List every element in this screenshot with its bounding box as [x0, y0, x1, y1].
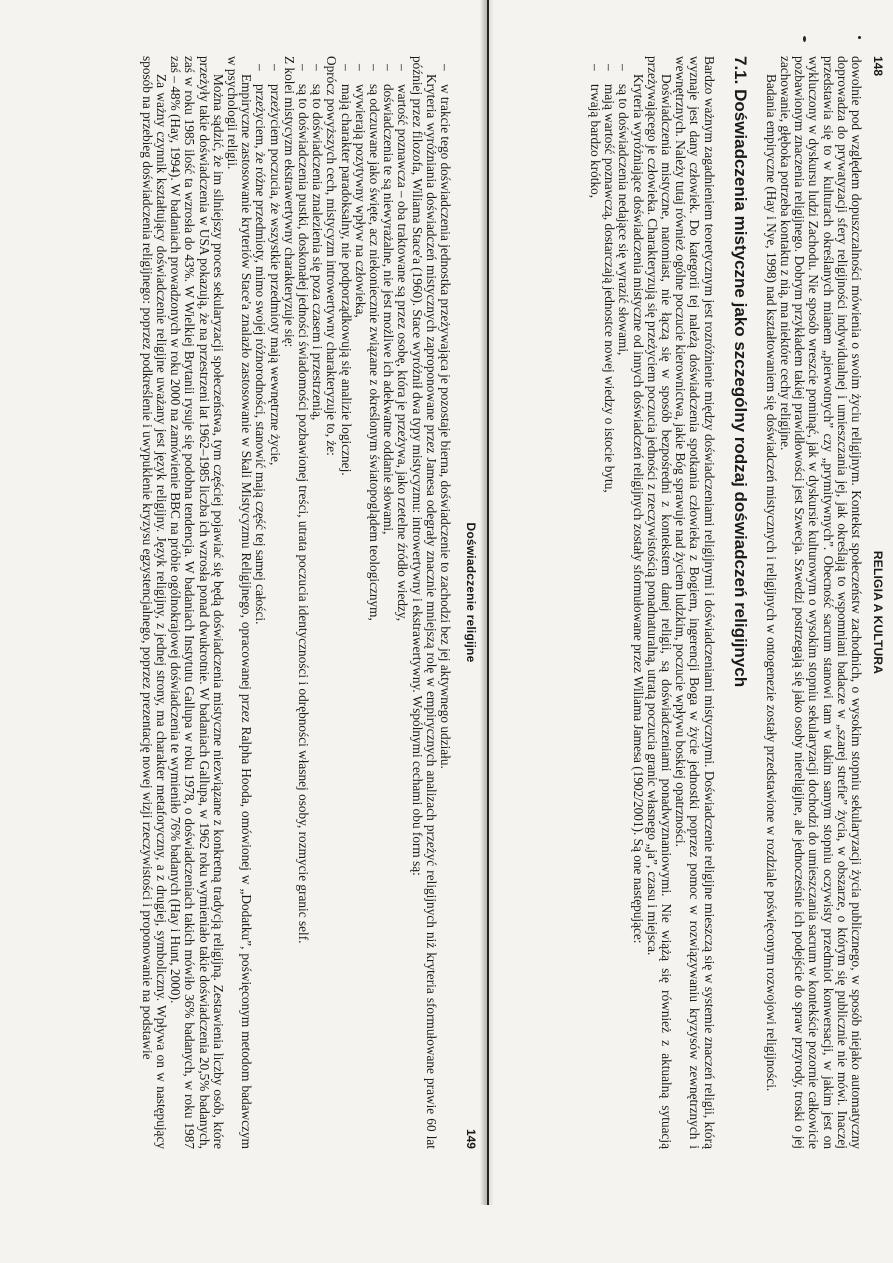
paragraph-stace: Kryteria wyróżniania doświadczeń mistycznych zaproponowane przez Jamesa odegrały znacznie mniejszą rolę w empirycznych analizach przeżyć religijnych niż kryteria sformułowane prawie 60 lat później przez filozofa, Wiliama Stace'a (1960). Stace wyróżnił dwa typy mistycyzmu: introwertywny i ekstrawertywny. Wspólnymi cechami obu form są: [409, 56, 439, 1149]
paragraph-religious-vs-mystical: Bardzo ważnym zagadnieniem teoretycznym jest rozróżnienie między doświadczeniami religijnymi i doświadczeniami mistycznymi. Doświadczenie religijne mieszczą się w systemie znaczeń religii, którą wyznaje jest dany człowiek. Do kategorii tej należą doświadczenia spotkania człowieka z Bogiem, ingerencji Boga w życie jednostki poprzez pomoc w rozwiązywaniu kryzysów zewnętrznych i wewnętrznych. Należy tutaj również ogólne poczucie kierownictwa, jakie Bóg sprawuje nad życiem ludzkim, poczucie wpływu boskiej opatrzności. [673, 56, 717, 1149]
intro-paragraph: dowolnie pod względem dopuszczalności mówienia o swoim życiu religijnym. Kontekst społeczeństw zachodnich, o wysokim stopniu sekularyzacji życia publicznego, w sposób niejako automatyczny doprowadza do prywatyzacji sfery religijności indywidualnej i umieszczania jej, jak określają to wspomniani badacze w „szarej strefie” życia, w obszarze, o którym się publicznie nie mówi. Inaczej przedstawia się to w kulturach określanych mianem „pierwotnych” czy „prymitywnych”. Obecność sacrum stanowi tam w takim samym stopniu oczywisty przedmiot konwersacji, w jakim jest on wykluczony w dyskursu ludzi Zachodu. Nie sposób wreszcie pominąć, jak w dyskursie kulturowym o wysokim stopniu sekularyzacji dochodzi do umieszczania sacrum w kontekście pozornie całkowicie pozbawionym znaczenia religijnego. Dobrym przykładem takiej prawidłowości jest Szwecja. Szwedzi postrzegają się jako osoby niereligijne, ale jednocześnie ich podejście do spraw przyrody, troski o jej zachowanie, głęboka potrzeba kontaktu z nią, ma niektóre cechy religijne. [777, 56, 864, 1149]
page-number-149: 149 [464, 1128, 478, 1149]
paragraph-james-criteria: Kryteria wyróżniające doświadczenia mistyczne od innych doświadczeń religijnych zostały sformułowane przez Wiliama Jamesa (1902/2001). Są one następujące: [630, 74, 646, 944]
paragraph-hay-nye: Badania empiryczne (Hay i Nye, 1998) nad kształtowaniem się doświadczeń mistycznych i religijnych w ontogenezie zostały przedstawione w rozdziale poświęconym rozwojowi religijności. [763, 74, 779, 1092]
james-criteria-list-cont [438, 56, 452, 1149]
running-header-148 [863, 56, 885, 1149]
running-header-149 [456, 56, 478, 1149]
list-item: – przeżyciem, że różne przedmioty, mimo swojej różnorodności, stanowić mają część tej samej całości. [253, 56, 267, 1149]
list-item: – wartość poznawcza – oba traktowane są przez osobę, która je przeżywa, jako rzetelne źródło wiedzy, [395, 56, 409, 1149]
scan-speck [803, 36, 806, 42]
book-spread [93, 0, 893, 1205]
list-item: – przeżyciem poczucia, że wszystkie przedmioty mają wewnętrzne życie, [267, 56, 281, 1149]
paragraph-extrovert: Z kolei mistycyzm ekstrawertywny charakteryzuje się: [281, 56, 297, 348]
list-item: – wywierają pozytywny wpływ na człowieka, [353, 56, 367, 1149]
list-item: – są to doświadczenia nedające się wyrazić słowami, [616, 56, 630, 1149]
paragraph-introvert: Oprócz powyższych cech, mistycyzm introwertywny charakteryzuje to, że: [324, 56, 340, 456]
paragraph-religious-language: Za ważny czynnik kształtujący doświadczenie religijne uważany jest język religijny. Język religijny, z jednej strony, ma charakter metaforyczny, a z drugiej, symboliczny. Wpływa on w następujący sposób na przebieg doświadczenia religijnego: poprzez podkreślenie i uwypuklenie kryzysu egzystencjalnego, poprzez prezentację nowej wizji rzeczywistości i proponowanie na podstawie [139, 56, 169, 1149]
scan-speck [858, 36, 861, 39]
list-item: – są to doświadczenia znalezienia się poza czasem i przestrzenią, [310, 56, 324, 1149]
list-item: – są to doświadczenia pustki, doskonałej jedności świadomości pozbawionej treści, utrata poczucia identyczności i odrębności własnej osoby, rozmycie granic self. [296, 56, 310, 1149]
list-item: – trwają bardzo krótko, [588, 56, 602, 1149]
list-item: – w trakcie tego doświadczenia jednostka przeżywająca je pozostaje bierna, doświadczenie to zachodzi bez jej aktywnego udziału. [438, 56, 452, 1149]
list-item: – mają wartość poznawczą, dostarczają jednostce nowej wiedzy o istocie bytu, [602, 56, 616, 1149]
paragraph-secularization-stats: Można sądzić, że im silniejszy proces sekularyzacji społeczeństwa, tym częściej pojawiać się będą doświadczenia mistyczne niezwiązane z konkretną tradycją religijną. Zestawienia liczby osób, które przeżyły takie doświadczenia w USA pokazują, że na przestrzeni lat 1962–1985 liczba ich wzrosła ponad dwukrotnie. W badaniach Gallupa, w 1962 roku wymieniało takie doświadczenia 20,5% badanych, zaś w roku 1985 ilość ta wzrosła do 43%. W Wielkiej Brytanii rysuje się podobna tendencja. W badaniach Instytutu Gallupa w roku 1978, o doświadczeniach takich mówiło 36% badanych, w roku 1987 zaś – 48% (Hay, 1994). W badaniach prowadzonych w roku 2000 na zamówienie BBC na próbie ogólnokrajowej doświadczenia te wymieniło 76% badanych (Hay i Hunt, 2000). [168, 56, 226, 1149]
common-features-list [338, 56, 409, 1149]
list-item: – doświadczenia te są niewyrażalne, nie jest możliwe ich adekwatne oddanie słowami, [381, 56, 395, 1149]
list-item: – mają charakter paradoksalny, nie podporządkowują się analizie logicznej. [338, 56, 352, 1149]
paragraph-mystical-experiences: Doświadczenia mistyczne, natomiast, nie łączą się w sposób bezpośredni z kontekstem danej religii, są doświadczeniami ponadwyznaniowymi. Nie wiążą się również z aktualną sytuacją przeżywającego je człowieka. Charakteryzują się przeżyciem poczucia jedności z rzeczywistością ponadnaturalną, utratą poczucia granic własnego „ja”, czasu i miejsca. [644, 56, 674, 1149]
page-148 [493, 0, 893, 1205]
running-head-title-148: RELIGIA A KULTURA [871, 550, 885, 675]
james-criteria-list [588, 56, 631, 1149]
page-149 [78, 0, 478, 1205]
book-gutter [480, 0, 494, 1205]
extrovert-features-list [253, 56, 281, 1149]
running-head-title-149: Doświadczenie religijne [464, 522, 478, 663]
paragraph-hood-scale: Empiryczne zastosowanie kryteriów Stace'a znalazło zastosowanie w Skali Mistycyzmu Religijnego, opracowanej przez Ralpha Hooda, omówionej w „Dodatku”, poświęconym metodom badawczym w psychologii religii. [224, 56, 255, 1149]
page-number-148: 148 [871, 56, 885, 77]
section-title: 7.1. Doświadczenia mistyczne jako szczególny rodzaj doświadczeń religijnych [730, 56, 750, 688]
list-item: – są odczuwane jako święte, acz niekoniecznie związane z określonym światopoglądem teologicznym, [367, 56, 381, 1149]
introvert-features-list [296, 56, 324, 1149]
